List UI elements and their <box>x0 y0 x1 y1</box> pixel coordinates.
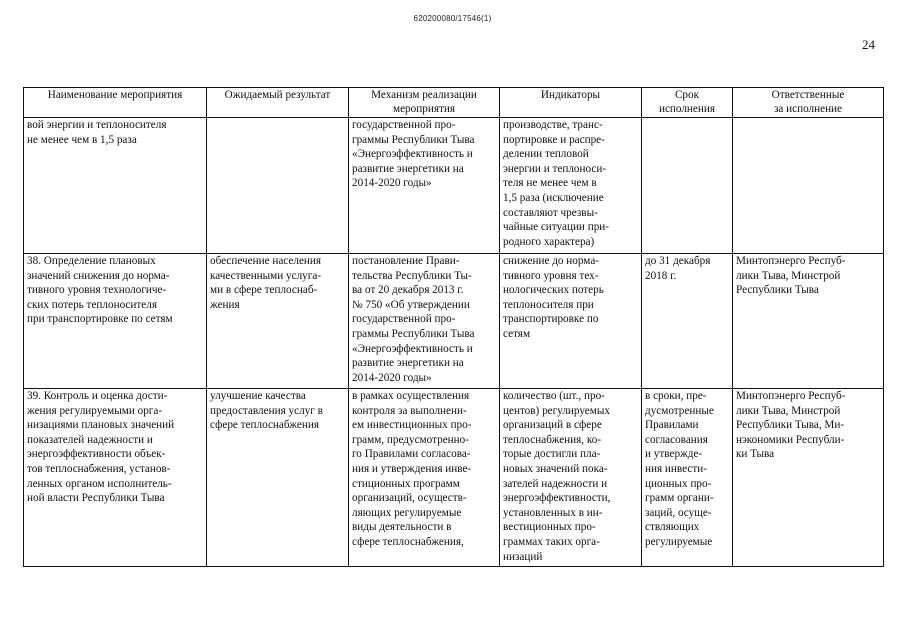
table-cell: до 31 декабря 2018 г. <box>642 254 733 389</box>
column-header-deadline: Срок исполнения <box>642 88 733 118</box>
table-row <box>24 118 884 254</box>
column-header-indicators: Индикаторы <box>500 88 642 118</box>
table-cell: снижение до норма- тивного уровня тех- нологических потерь теплоносителя при транспортировке по сетям <box>500 254 642 389</box>
column-header-measure-name: Наименование мероприятия <box>24 88 207 118</box>
table-cell: 39. Контроль и оценка дости- жения регулируемыми орга- низациями плановых значений показателей надежности и энергоэффективности объек- тов теплоснабжения, установ- ленных органом исполнитель- ной власти Республики Тыва <box>24 389 207 567</box>
table-cell: производстве, транс- портировке и распре- делении тепловой энергии и теплоноси- теля не менее чем в 1,5 раза (исключение составляют чрезвы- чайные ситуации при- родного характера) <box>500 118 642 254</box>
table-cell: вой энергии и теплоносителя не менее чем в 1,5 раза <box>24 118 207 254</box>
column-header-responsible: Ответственные за исполнение <box>733 88 884 118</box>
table-cell: улучшение качества предоставления услуг в сфере теплоснабжения <box>207 389 349 567</box>
table-row <box>24 254 884 389</box>
column-header-expected-result: Ожидаемый результат <box>207 88 349 118</box>
measures-table <box>23 87 884 567</box>
table-cell <box>207 118 349 254</box>
document-registration-number: 620200080/17546(1) <box>413 14 492 23</box>
table-cell: количество (шт., про- центов) регулируемых организаций в сфере теплоснабжения, ко- торые достигли пла- новых значений пока- зателей надежности и энергоэффективности, установленных в ин- вестиционных про- граммах таких орга- низаций <box>500 389 642 567</box>
table-cell: государственной про- граммы Республики Тыва «Энергоэффективность и развитие энергетики на 2014-2020 годы» <box>349 118 500 254</box>
table-cell: обеспечение населения качественными услуга- ми в сфере теплоснаб- жения <box>207 254 349 389</box>
table-cell: Минтопэнерго Респуб- лики Тыва, Минстрой Республики Тыва, Ми- нэкономики Республи- ки Тыва <box>733 389 884 567</box>
table-cell: Минтопэнерго Респуб- лики Тыва, Минстрой Республики Тыва <box>733 254 884 389</box>
page-number: 24 <box>862 37 875 52</box>
table-cell: постановление Прави- тельства Республики Ты- ва от 20 декабря 2013 г. № 750 «Об утверждении государственной про- граммы Республики Тыва «Энергоэффективность и развитие энергетики на 2014-2020 годы» <box>349 254 500 389</box>
table-cell <box>733 118 884 254</box>
table-row <box>24 389 884 567</box>
table-cell: в рамках осуществления контроля за выполнени- ем инвестиционных про- грамм, предусмотренно- го Правилами согласова- ния и утверждения инве- стиционных программ организаций, осуществ- ляющих регулируемые виды деятельности в сфере теплоснабжения, <box>349 389 500 567</box>
column-header-mechanism: Механизм реализации мероприятия <box>349 88 500 118</box>
table-header-row <box>24 88 884 118</box>
table-cell: 38. Определение плановых значений снижения до норма- тивного уровня технологиче- ских потерь теплоносителя при транспортировке по сетям <box>24 254 207 389</box>
table-cell <box>642 118 733 254</box>
table-cell: в сроки, пре- дусмотренные Правилами согласования и утвержде- ния инвести- ционных про- грамм органи- заций, осуще- ствляющих регулируемые <box>642 389 733 567</box>
